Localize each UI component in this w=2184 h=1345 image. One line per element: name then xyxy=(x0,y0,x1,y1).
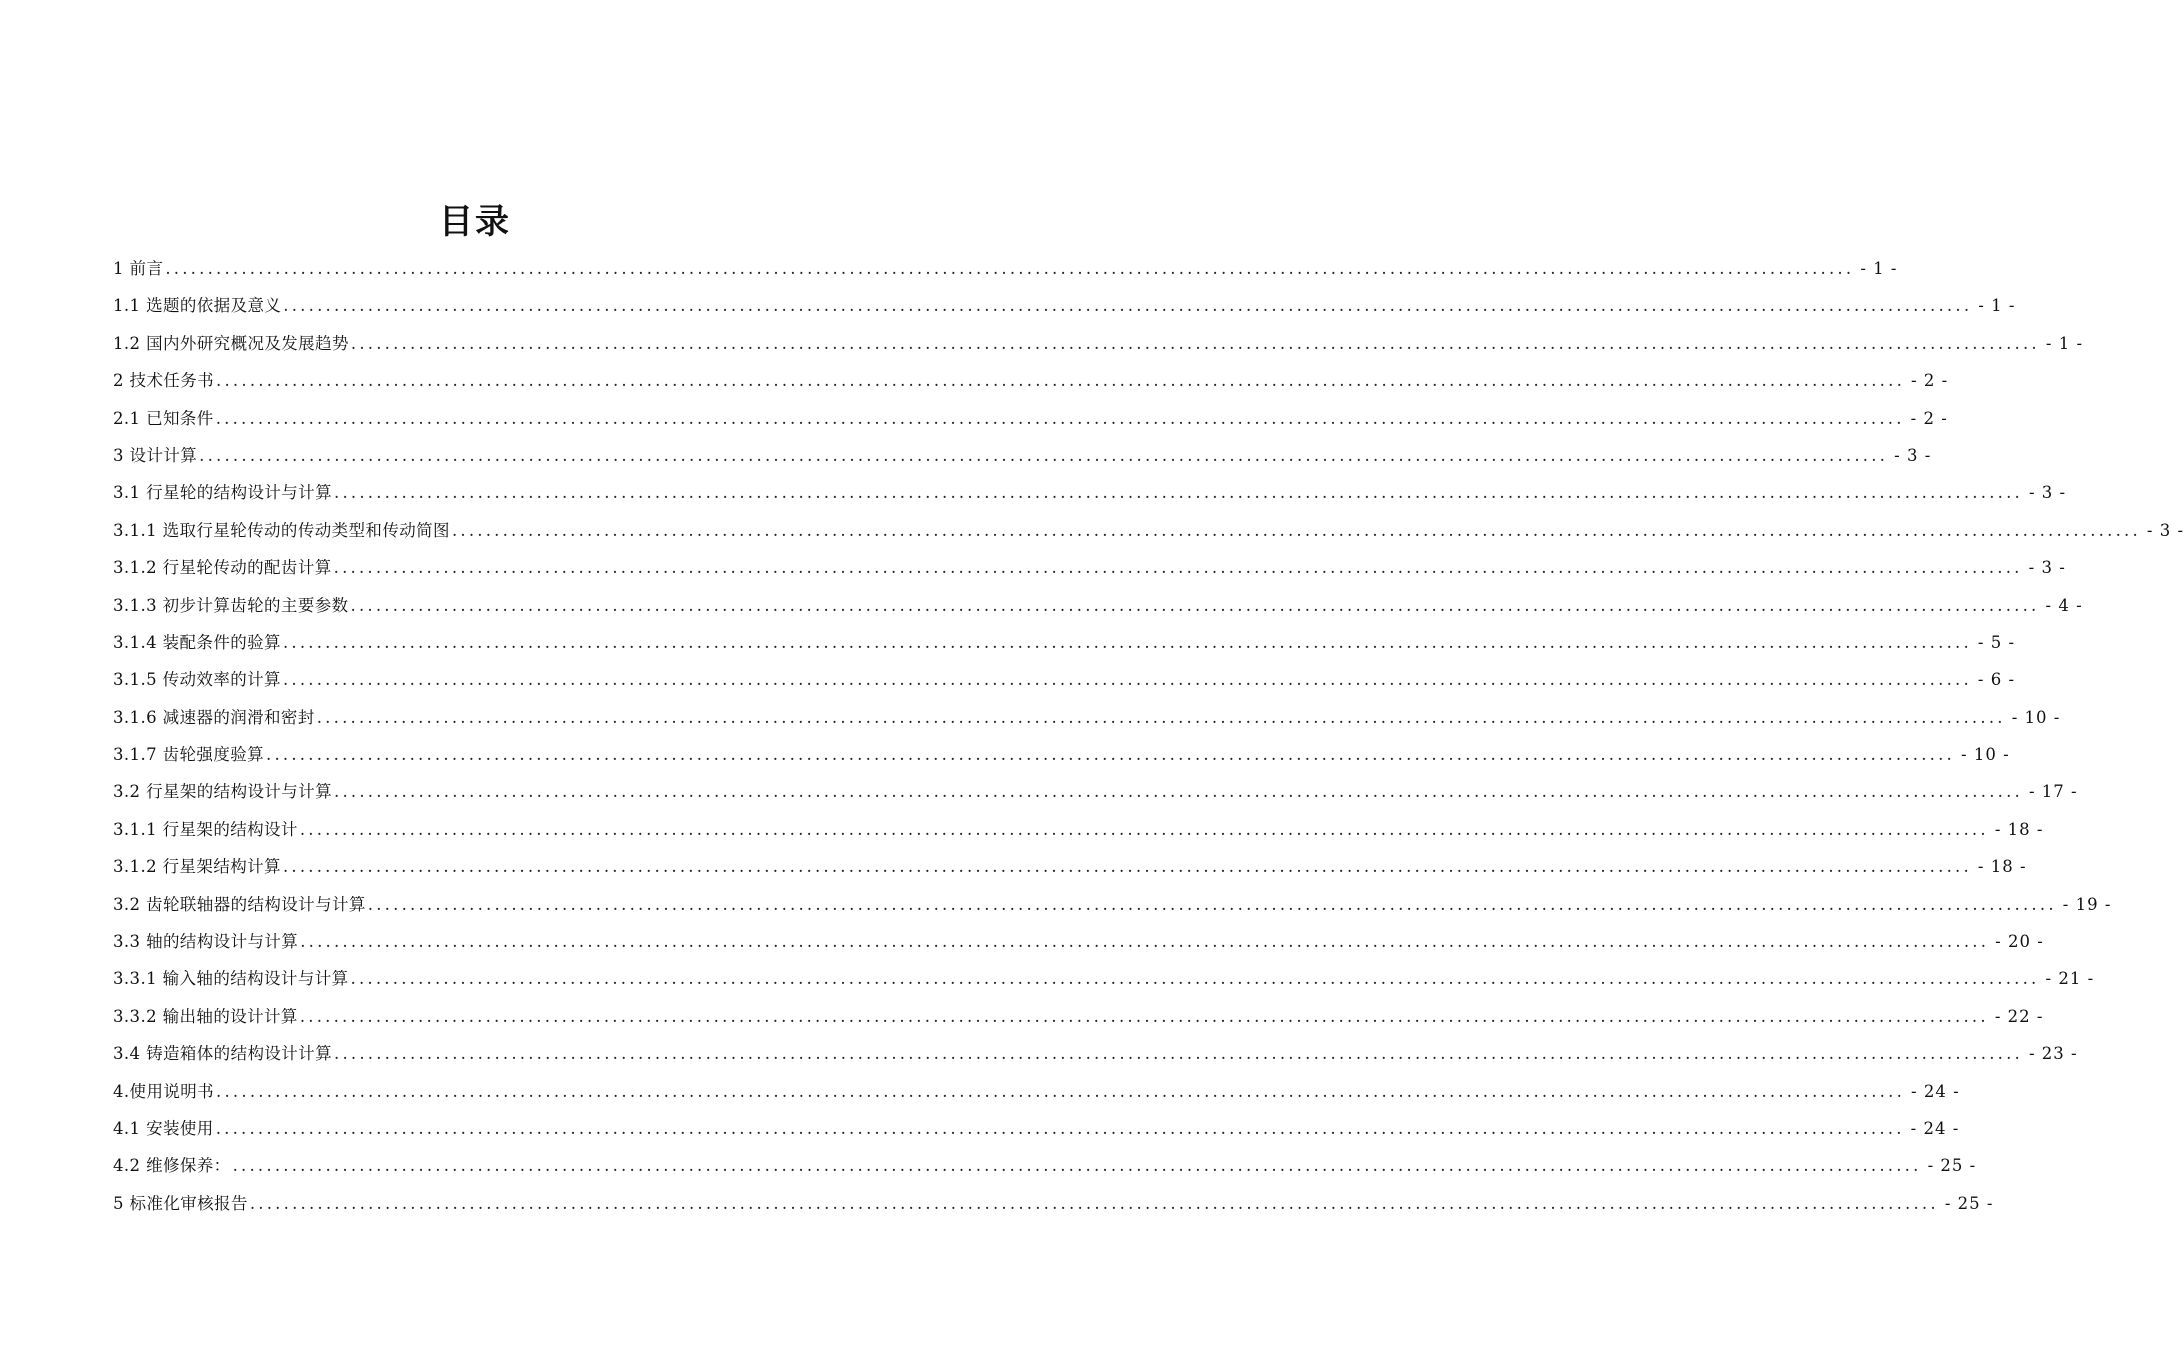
toc-entry[interactable] xyxy=(113,512,2184,549)
toc-entry-title: 4.1 安装使用 xyxy=(113,1118,214,1138)
dot-leader: ........................................................................................................................................................................................................ xyxy=(334,1044,2023,1064)
dot-leader: ........................................................................................................................................................................................................ xyxy=(299,819,1989,839)
dot-leader: ........................................................................................................................................................................................................ xyxy=(283,296,1973,316)
toc-entry-title: 3.3.2 输出轴的设计计算 xyxy=(113,1006,298,1026)
dot-leader: ........................................................................................................................................................................................................ xyxy=(350,969,2040,989)
toc-entry-title: 2.1 已知条件 xyxy=(113,408,214,428)
dot-leader: ........................................................................................................................................................................................................ xyxy=(215,408,1905,428)
toc-entry[interactable] xyxy=(113,325,2084,362)
toc-entry[interactable] xyxy=(113,960,2095,997)
dot-leader: ........................................................................................................................................................................................................ xyxy=(216,1081,1906,1101)
toc-entry-page-number: - 1 - xyxy=(1860,259,1898,278)
toc-entry-page-number: - 21 - xyxy=(2045,969,2095,989)
toc-entry-page-number: - 1 - xyxy=(2045,333,2084,353)
toc-entry-title: 3 设计计算 xyxy=(113,445,198,465)
toc-entry[interactable] xyxy=(113,736,2010,773)
toc-entry[interactable] xyxy=(113,998,2044,1035)
dot-leader: ........................................................................................................................................................................................................ xyxy=(282,857,1972,877)
toc-entry-title: 3.1.1 行星架的结构设计 xyxy=(113,819,298,839)
toc-entry-page-number: - 2 - xyxy=(1911,371,1949,391)
toc-entry-title: 2 技术任务书 xyxy=(113,371,215,391)
dot-leader: ........................................................................................................................................................................................................ xyxy=(333,558,2023,578)
toc-entry-page-number: - 10 - xyxy=(1961,745,2010,765)
toc-entry-page-number: - 20 - xyxy=(1995,932,2044,952)
toc-entry[interactable] xyxy=(113,661,2016,698)
dot-leader: ........................................................................................................................................................................................................ xyxy=(266,745,1956,765)
toc-entry[interactable] xyxy=(113,1073,1960,1110)
toc-entry[interactable] xyxy=(113,400,1948,437)
dot-leader: ........................................................................................................................................................................................................ xyxy=(299,1006,1989,1026)
toc-entry[interactable] xyxy=(113,811,2044,848)
dot-leader: ........................................................................................................................................................................................................ xyxy=(232,1156,1922,1176)
toc-entry-title: 3.1.7 齿轮强度验算 xyxy=(113,745,265,765)
dot-leader: ........................................................................................................................................................................................................ xyxy=(350,333,2040,353)
toc-entry-title: 3.1.3 初步计算齿轮的主要参数 xyxy=(113,595,349,615)
dot-leader: ........................................................................................................................................................................................................ xyxy=(249,1193,1939,1213)
dot-leader: ........................................................................................................................................................................................................ xyxy=(350,595,2040,615)
page-title: 目录 xyxy=(439,201,511,242)
toc-entry[interactable] xyxy=(113,1185,1994,1222)
toc-entry[interactable] xyxy=(113,624,2016,661)
toc-entry-title: 4.2 维修保养： xyxy=(113,1156,231,1176)
toc-entry[interactable] xyxy=(113,923,2044,960)
dot-leader: ........................................................................................................................................................................................................ xyxy=(451,520,2141,540)
table-of-contents xyxy=(113,250,2184,1222)
toc-entry[interactable] xyxy=(113,287,2016,324)
toc-entry-title: 3.1.4 装配条件的验算 xyxy=(113,632,281,652)
toc-entry-page-number: - 25 - xyxy=(1927,1156,1977,1176)
toc-entry-page-number: - 25 - xyxy=(1944,1193,1994,1213)
dot-leader: ........................................................................................................................................................................................................ xyxy=(215,1118,1905,1138)
toc-entry-page-number: - 24 - xyxy=(1911,1081,1960,1101)
toc-entry-title: 3.3.1 输入轴的结构设计与计算 xyxy=(113,969,349,989)
toc-entry[interactable] xyxy=(113,773,2078,810)
toc-entry-page-number: - 10 - xyxy=(2011,707,2061,727)
toc-entry-title: 3.1.2 行星轮传动的配齿计算 xyxy=(113,558,332,578)
toc-entry[interactable] xyxy=(113,362,1949,399)
toc-entry-title: 3.4 铸造箱体的结构设计计算 xyxy=(113,1044,332,1064)
toc-entry-title: 3.1.1 选取行星轮传动的传动类型和传动简图 xyxy=(113,520,450,540)
toc-entry-page-number: - 3 - xyxy=(1894,445,1932,465)
toc-entry-page-number: - 5 - xyxy=(1977,632,2016,652)
toc-entry[interactable] xyxy=(113,1035,2078,1072)
toc-entry-page-number: - 1 - xyxy=(1978,296,2016,316)
toc-entry-page-number: - 3 - xyxy=(2146,520,2184,540)
toc-entry-title: 3.3 轴的结构设计与计算 xyxy=(113,932,299,952)
toc-entry-title: 3.2 行星架的结构设计与计算 xyxy=(113,782,332,802)
toc-entry[interactable] xyxy=(113,1110,1960,1147)
toc-entry[interactable] xyxy=(113,250,1898,287)
toc-entry-page-number: - 17 - xyxy=(2028,782,2078,802)
toc-entry[interactable] xyxy=(113,587,2083,624)
toc-entry-page-number: - 19 - xyxy=(2062,894,2112,914)
toc-entry-page-number: - 24 - xyxy=(1910,1118,1960,1138)
toc-entry-title: 3.1.2 行星架结构计算 xyxy=(113,857,281,877)
dot-leader: ........................................................................................................................................................................................................ xyxy=(199,445,1889,465)
toc-entry-title: 3.1.6 减速器的润滑和密封 xyxy=(113,707,315,727)
toc-entry-title: 4.使用说明书 xyxy=(113,1081,215,1101)
dot-leader: ........................................................................................................................................................................................................ xyxy=(282,632,1972,652)
toc-entry[interactable] xyxy=(113,1147,1977,1184)
dot-leader: ........................................................................................................................................................................................................ xyxy=(165,259,1855,278)
toc-entry-title: 3.2 齿轮联轴器的结构设计与计算 xyxy=(113,894,366,914)
toc-entry[interactable] xyxy=(113,886,2112,923)
toc-entry-title: 5 标准化审核报告 xyxy=(113,1193,248,1213)
toc-entry-page-number: - 23 - xyxy=(2028,1044,2078,1064)
dot-leader: ........................................................................................................................................................................................................ xyxy=(334,782,2023,802)
toc-entry-page-number: - 18 - xyxy=(1994,819,2044,839)
toc-entry[interactable] xyxy=(113,549,2066,586)
toc-entry[interactable] xyxy=(113,474,2067,511)
toc-entry[interactable] xyxy=(113,848,2027,885)
dot-leader: ........................................................................................................................................................................................................ xyxy=(300,932,1990,952)
toc-entry-title: 1 前言 xyxy=(113,259,164,278)
toc-entry-page-number: - 2 - xyxy=(1910,408,1948,428)
toc-entry-page-number: - 4 - xyxy=(2045,595,2083,615)
toc-entry-title: 3.1.5 传动效率的计算 xyxy=(113,670,281,690)
toc-entry-title: 3.1 行星轮的结构设计与计算 xyxy=(113,483,332,503)
toc-entry-page-number: - 22 - xyxy=(1994,1006,2044,1026)
toc-entry[interactable] xyxy=(113,437,1932,474)
toc-entry[interactable] xyxy=(113,699,2061,736)
dot-leader: ........................................................................................................................................................................................................ xyxy=(216,371,1906,391)
toc-entry-page-number: - 3 - xyxy=(2028,558,2066,578)
toc-entry-title: 1.2 国内外研究概况及发展趋势 xyxy=(113,333,349,353)
dot-leader: ........................................................................................................................................................................................................ xyxy=(367,894,2057,914)
dot-leader: ........................................................................................................................................................................................................ xyxy=(316,707,2006,727)
dot-leader: ........................................................................................................................................................................................................ xyxy=(334,483,2023,503)
toc-entry-title: 1.1 选题的依据及意义 xyxy=(113,296,282,316)
dot-leader: ........................................................................................................................................................................................................ xyxy=(282,670,1972,690)
toc-entry-page-number: - 3 - xyxy=(2028,483,2067,503)
toc-entry-page-number: - 6 - xyxy=(1977,670,2016,690)
toc-entry-page-number: - 18 - xyxy=(1977,857,2027,877)
